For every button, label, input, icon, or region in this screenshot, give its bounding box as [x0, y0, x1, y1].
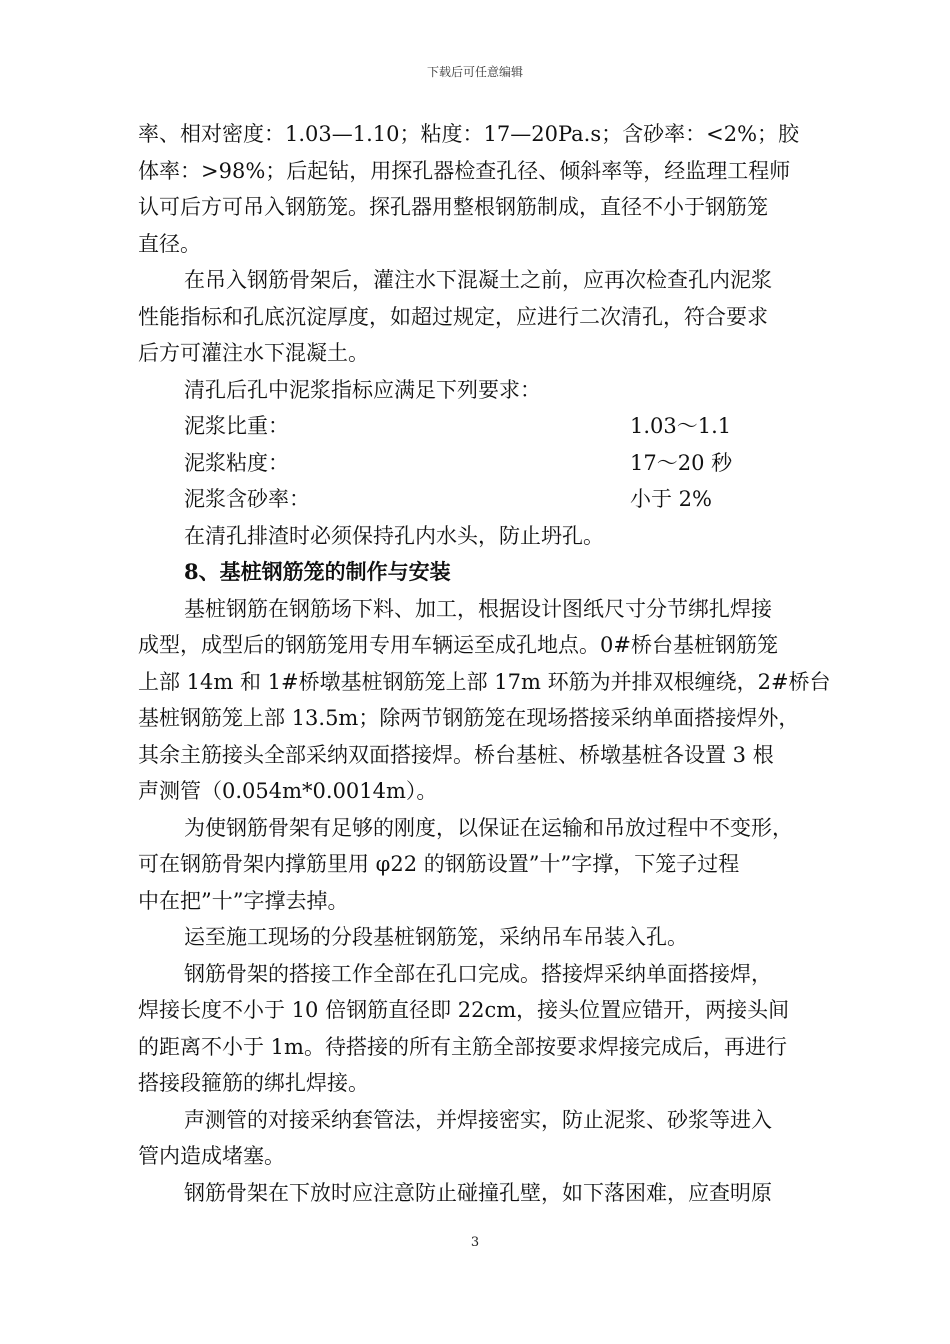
text-line: 认可后方可吊入钢筋笼。探孔器用整根钢筋制成，直径不小于钢筋笼: [138, 195, 768, 219]
mud-spec-row: [138, 445, 818, 482]
text-line: 的距离不小于 1m。待搭接的所有主筋全部按要求焊接完成后，再进行: [138, 1034, 787, 1059]
mud-spec-row: [138, 408, 818, 445]
mud-spec-label: 泥浆粘度：: [184, 450, 289, 475]
text-line: 声测管的对接采纳套管法，并焊接密实，防止泥浆、砂浆等进入: [184, 1107, 772, 1132]
document-body: [138, 116, 831, 1211]
page-header: 下载后可任意编辑: [426, 65, 523, 79]
text-line: 体率：>98%；后起钻，用探孔器检查孔径、倾斜率等，经监理工程师: [138, 158, 791, 183]
text-line: 搭接段箍筋的绑扎焊接。: [138, 1071, 369, 1095]
text-line: 管内造成堵塞。: [138, 1144, 285, 1168]
mud-spec-value: 17～20 秒: [630, 450, 733, 475]
text-line: 后方可灌注水下混凝土。: [138, 341, 369, 365]
mud-spec-row: [138, 481, 818, 518]
text-line: 中在把”十”字撑去掉。: [138, 888, 349, 913]
mud-spec-value: 小于 2%: [630, 487, 712, 511]
text-line: 成型，成型后的钢筋笼用专用车辆运至成孔地点。0#桥台基桩钢筋笼: [138, 633, 778, 657]
text-line: 直径。: [138, 231, 201, 256]
text-line: 可在钢筋骨架内撑筋里用 φ22 的钢筋设置”十”字撑，下笼子过程: [138, 852, 740, 876]
text-line: 声测管（0.054m*0.0014m）。: [138, 779, 438, 803]
mud-spec-value: 1.03～1.1: [630, 414, 732, 438]
text-line: 焊接长度不小于 10 倍钢筋直径即 22cm，接头位置应错开，两接头间: [138, 998, 790, 1022]
section-heading: 8、基桩钢筋笼的制作与安装: [184, 559, 451, 584]
mud-spec-label: 泥浆比重：: [184, 414, 289, 438]
text-line: 钢筋骨架的搭接工作全部在孔口完成。搭接焊采纳单面搭接焊，: [184, 961, 772, 986]
text-line: 上部 14m 和 1#桥墩基桩钢筋笼上部 17m 环筋为并排双根缠绕，2#桥台: [138, 669, 831, 694]
text-line: 在清孔排渣时必须保持孔内水头，防止坍孔。: [184, 523, 604, 548]
mud-spec-label: 泥浆含砂率：: [184, 487, 310, 511]
text-line: 基桩钢筋笼上部 13.5m；除两节钢筋笼在现场搭接采纳单面搭接焊外，: [138, 706, 800, 730]
text-line: 性能指标和孔底沉淀厚度，如超过规定，应进行二次清孔，符合要求: [138, 304, 768, 329]
text-line: 基桩钢筋在钢筋场下料、加工，根据设计图纸尺寸分节绑扎焊接: [184, 596, 772, 621]
text-line: 其余主筋接头全部采纳双面搭接焊。桥台基桩、桥墩基桩各设置 3 根: [138, 742, 774, 767]
text-line: 率、相对密度：1.03—1.10；粘度：17—20Pa.s；含砂率：<2%；胶: [138, 122, 800, 146]
text-line: 为使钢筋骨架有足够的刚度，以保证在运输和吊放过程中不变形，: [184, 815, 793, 840]
text-line: 钢筋骨架在下放时应注意防止碰撞孔壁，如下落困难，应查明原: [184, 1180, 772, 1205]
text-line: 清孔后孔中泥浆指标应满足下列要求：: [184, 377, 541, 402]
text-line: 在吊入钢筋骨架后，灌注水下混凝土之前，应再次检查孔内泥浆: [184, 268, 772, 292]
page-number: 3: [470, 1235, 480, 1250]
text-line: 运至施工现场的分段基桩钢筋笼，采纳吊车吊装入孔。: [184, 925, 688, 949]
